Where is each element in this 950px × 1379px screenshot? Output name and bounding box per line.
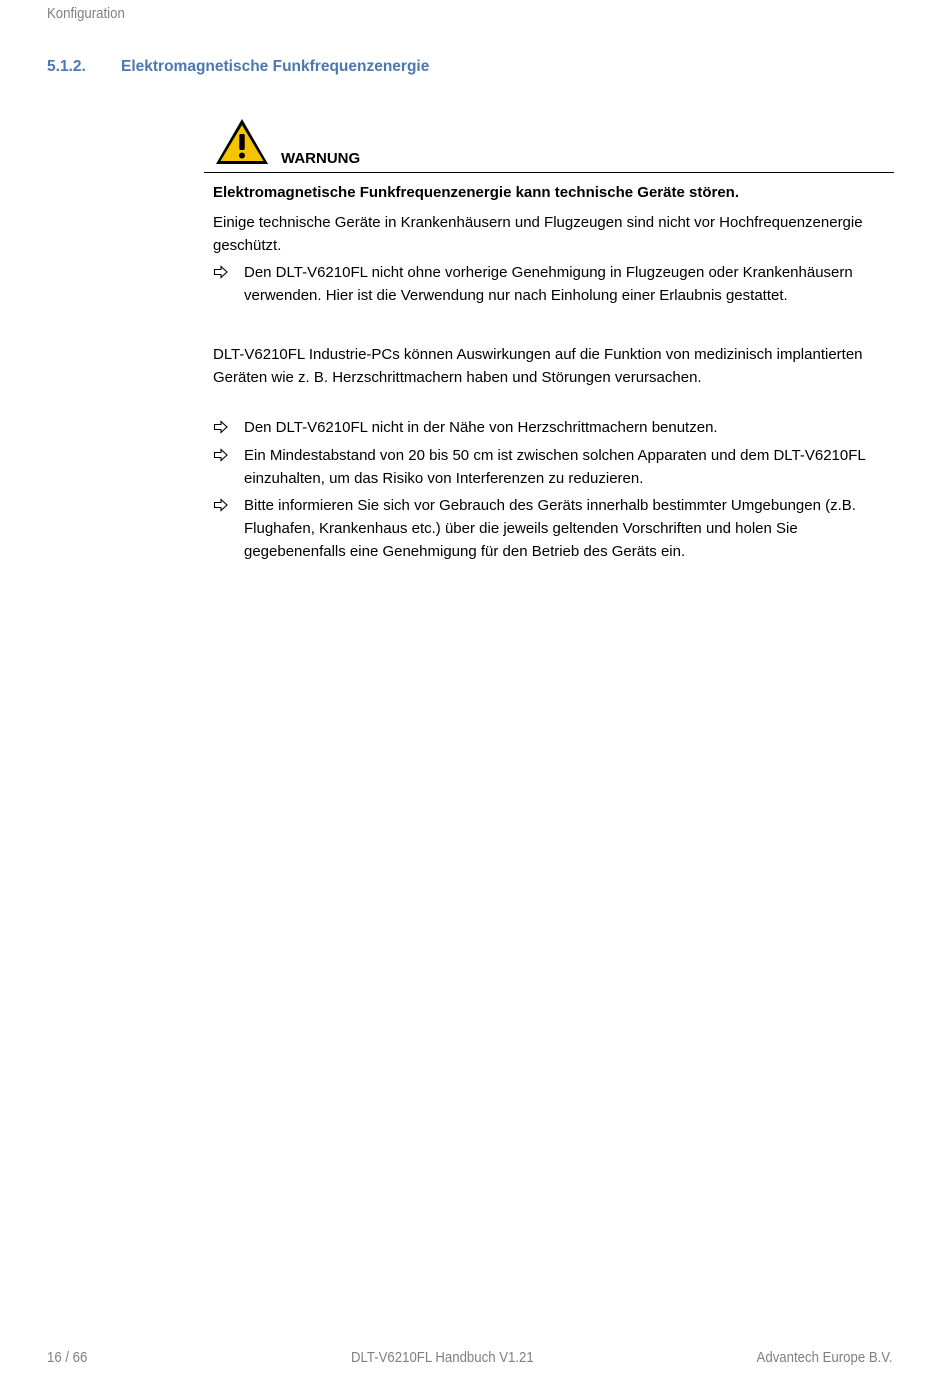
list-item	[213, 494, 893, 563]
warning-intro: Einige technische Geräte in Krankenhäusern und Flugzeugen sind nicht vor Hochfrequenzenergie geschützt.	[213, 214, 863, 254]
page-number: 16 / 66	[47, 1349, 88, 1366]
body-paragraph: DLT-V6210FL Industrie-PCs können Auswirkungen auf die Funktion von medizinisch implantierten Geräten wie z. B. Herzschrittmachern haben und Störungen verursachen.	[213, 346, 863, 386]
company-name: Advantech Europe B.V.	[756, 1349, 893, 1366]
running-header: Konfiguration	[47, 5, 125, 22]
list-item-text: Ein Mindestabstand von 20 bis 50 cm ist zwischen solchen Apparaten und dem DLT-V6210FL einzuhalten, um das Risiko von Interferenzen zu reduzieren.	[244, 447, 866, 487]
document-title: DLT-V6210FL Handbuch V1.21	[351, 1349, 534, 1366]
list-item-text: Bitte informieren Sie sich vor Gebrauch des Geräts innerhalb bestimmter Umgebungen (z.B. Flughafen, Krankenhaus etc.) über die jeweils geltenden Vorschriften und holen Sie gegebenenfalls eine Genehmigung für den Betrieb des Geräts ein.	[244, 497, 856, 560]
arrow-right-icon	[213, 444, 229, 467]
list-item	[213, 416, 893, 439]
warning-instruction: Den DLT-V6210FL nicht ohne vorherige Genehmigung in Flugzeugen oder Krankenhäusern verwenden. Hier ist die Verwendung nur nach Einholung einer Erlaubnis gestattet.	[244, 264, 853, 304]
list-item-text: Den DLT-V6210FL nicht in der Nähe von Herzschrittmachern benutzen.	[244, 419, 718, 436]
warning-label: WARNUNG	[281, 150, 361, 167]
section-number: 5.1.2.	[47, 58, 86, 75]
list-item	[213, 444, 893, 490]
warning-divider	[204, 172, 894, 173]
section-title: Elektromagnetische Funkfrequenzenergie	[121, 58, 430, 75]
warning-headline: Elektromagnetische Funkfrequenzenergie kann technische Geräte stören.	[213, 184, 739, 201]
warning-triangle-icon	[214, 117, 270, 167]
arrow-right-icon	[213, 494, 229, 517]
list-item	[213, 261, 893, 307]
arrow-right-icon	[213, 416, 229, 439]
arrow-right-icon	[213, 261, 229, 284]
